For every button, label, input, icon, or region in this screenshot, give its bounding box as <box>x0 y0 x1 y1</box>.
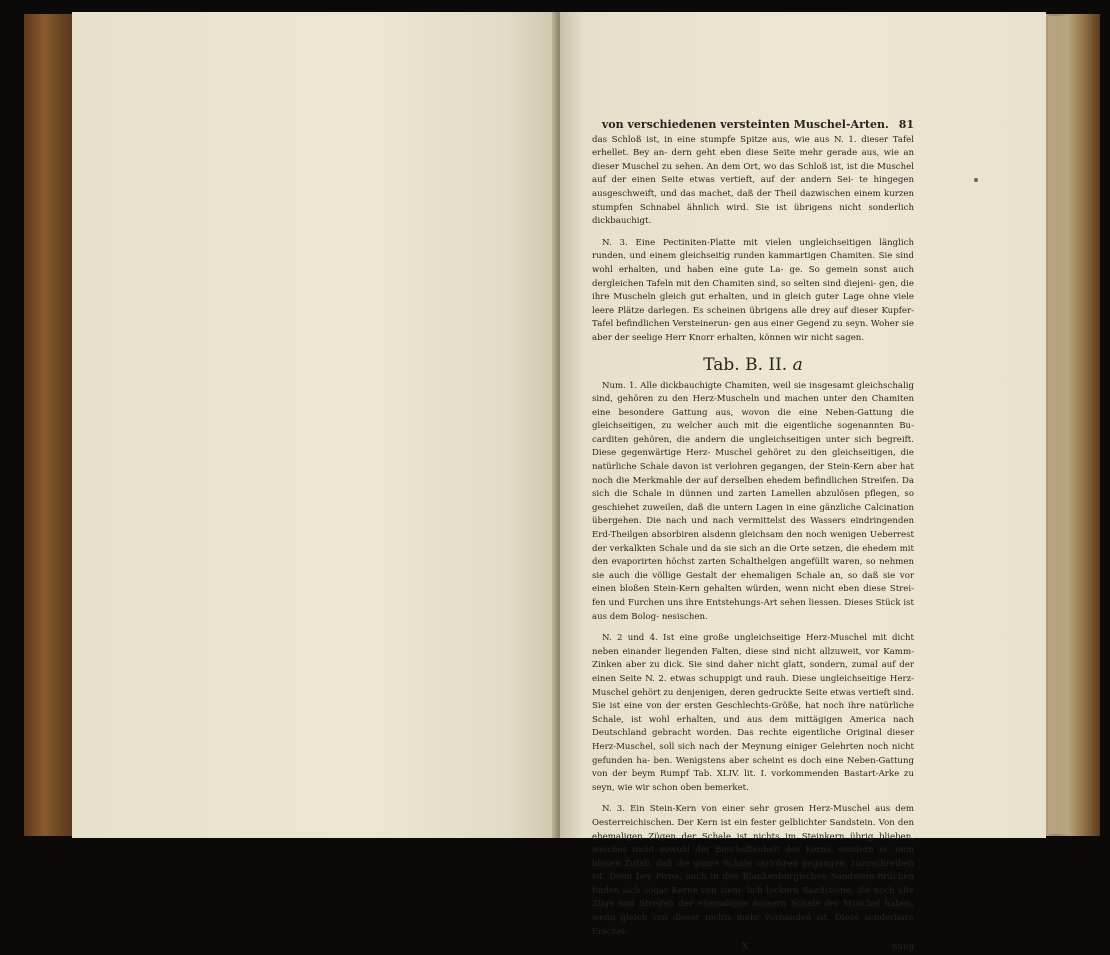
page-number: 81 <box>898 118 914 131</box>
signature-mark: X <box>742 942 749 953</box>
catchword: nung <box>891 942 914 953</box>
text-block <box>592 118 914 955</box>
running-head <box>592 118 914 132</box>
handwritten-annotation: a <box>792 354 803 375</box>
plate-heading <box>592 354 914 376</box>
paragraph: N. 2 und 4. Ist eine große ungleichseitige Herz-Muschel mit dicht neben einander liegenden Falten, diese sind nicht allzuweit, vor Kamm-Zinken aber zu dick. Sie sind daher nicht glatt, sondern, zumal auf der einen Seite N. 2. etwas schuppigt und rauh. Diese ungleichseitige Herz- Muschel gehört zu denjenigen, deren gedruckte Seite etwas vertieft sind. Sie ist eine von der ersten Geschlechts-Größe, hat noch ihre natürliche Schale, ist wohl erhalten, und aus dem mittägigen America nach Deutschland gebracht worden. Das rechte eigentliche Original dieser Herz-Muschel, soll sich nach der Meynung einiger Gelehrten noch nicht gefunden ha- ben. Wenigstens aber scheint es doch eine Neben-Gattung von der beym Rumpf Tab. XLIV. lit. I. vorkommenden Bastart-Arke zu seyn, wie wir schon oben bemerket. <box>592 633 914 793</box>
page-spot <box>974 178 978 182</box>
plate-heading-text: Tab. B. II. <box>703 354 788 375</box>
paragraph: Num. 1. Alle dickbauchigte Chamiten, weil sie insgesamt gleichschalig sind, gehören zu den Herz-Muscheln und machen unter den Chamiten eine besondere Gattung aus, wovon die eine Neben-Gattung die gleichseitigen, zu welcher auch mit die eigentliche sogenannten Bu- carditen gehören, die andern die ungleichseitigen unter sich begreift. Diese gegenwärtige Herz- Muschel gehöret zu den gleichseitigen, die natürliche Schale davon ist verlohren gegangen, der Stein-Kern aber hat noch die Merkmahle der auf derselben ehedem befindlichen Streifen. Da sich die Schale in dünnen und zarten Lamellen abzulösen pflegen, so geschiehet zuweilen, daß die untern Lagen in eine gänzliche Calcination übergehen. Die nach und nach vermittelst des Wassers eindringenden Erd-Theilgen absorbiren alsdenn gleichsam den noch wenigen Ueberrest der verkalkten Schale und da sie sich an die Orte setzen, die ehedem mit den evaporirten höchst zarten Schalthelgen angefüllt waren, so nehmen sie auch die völlige Gestalt der ehemaligen Schale an, so daß sie vor einen bloßen Stein-Kern gehalten würden, wenn nicht eben diese Strei- fen und Furchen uns ihre Entstehungs-Art sehen liessen. Dieses Stück ist aus dem Bolog- nesischen. <box>592 380 914 622</box>
paragraph: das Schloß ist, in eine stumpfe Spitze aus, wie aus N. 1. dieser Tafel erhellet. Bey an- dern geht eben diese Seite mehr gerade aus, wie an dieser Muschel zu sehen. An dem Ort, wo das Schloß ist, ist die Muschel auf der einen Seite etwas vertieft, auf der andern Sei- te hingegen ausgeschweift, und das machet, daß der Theil dazwischen einem kurzen stumpfen Schnabel ähnlich wird. Sie ist übrigens nicht sonderlich dickbauchigt. <box>592 134 914 227</box>
right-page <box>560 12 1046 953</box>
open-book <box>8 6 1104 953</box>
page-footer <box>592 941 914 955</box>
running-head-title: von verschiedenen versteinten Muschel-Arten. <box>601 118 889 131</box>
paragraph: N. 3. Eine Pectiniten-Platte mit vielen ungleichseitigen länglich runden, und einem gleichseitig runden kammartigen Chamiten. Sie sind wohl erhalten, und haben eine gute La- ge. So gemein sonst auch dergleichen Tafeln mit den Chamiten sind, so selten sind diejeni- gen, die ihre Muscheln gleich gut erhalten, und in gleich guter Lage ohne viele leere Plätze darlegen. Es scheinen übrigens alle drey auf dieser Kupfer-Tafel befindlichen Versteinerun- gen aus einer Gegend zu seyn. Woher sie aber der seelige Herr Knorr erhalten, können wir nicht sagen. <box>592 237 914 343</box>
page-edges <box>1048 16 1068 834</box>
paragraph: N. 3. Ein Stein-Kern von einer sehr grosen Herz-Muschel aus dem Oesterreichischen. Der Kern ist ein fester gelblichter Sandstein. Von den ehemaligen Zügen der Schale ist nichts im Steinkern übrig blieben, welches nicht sowohl der Beschaffenheit des Kerns, sondern ei- nem blosen Zufall, daß die ganze Schale verlohren gegangen, zuzuschreiben ist. Denn bey Pirna, auch in den Blankenburgischen Sandstein-Brüchen finden sich sogar Kerne von ziem- lich lockern Sandsteine, die noch alle Züge und Streifen der ehemaligen äussern Schale der Muschel haben, wenn gleich von dieser nichts mehr vorhanden ist. Diese sonderbare Erschei- <box>592 804 914 937</box>
blank-left-page <box>72 12 556 838</box>
